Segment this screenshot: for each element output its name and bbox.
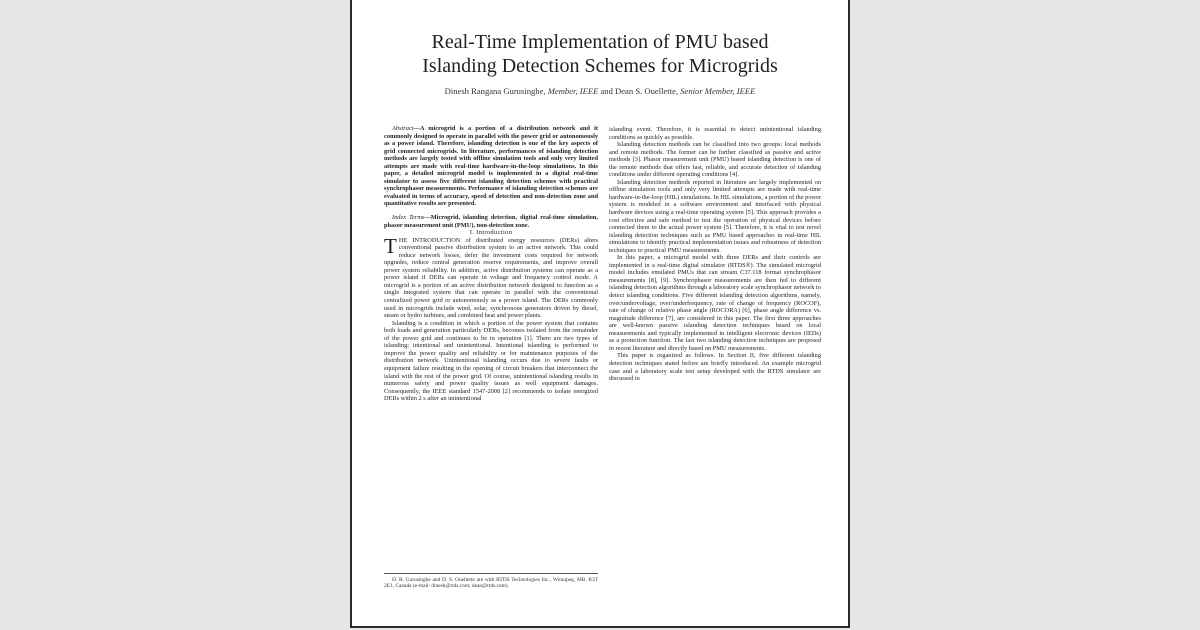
author-1-role: Member, IEEE	[547, 86, 599, 96]
index-terms	[384, 214, 598, 229]
title-line-1: Real-Time Implementation of PMU based	[431, 31, 769, 53]
footnote-text: D. R. Gurusinghe and D. S. Ouellette are with RTDS Technologies Inc., Winnipeg, MB, R3T 2E1, Canada (e-mail: dinesh@rtds.com; dean@rtds.com).	[384, 577, 598, 590]
right-column	[609, 126, 821, 383]
right-paragraph-2: Islanding detection methods reported in literature are largely implemented on offline simulation tools and only very limited attempts are made with real-time hardware-in-the-loop (HIL) simulations. In HIL simulations, a portion of the power system is modeled in a software environment and interfaced with physical hardware devices using a real-time operating system [5]. This approach provides a cost effective and safe method to test the operation of physical devices before connected them to the actual power system [5]. Therefore, it is vital to test novel islanding detection techniques such as PMU based approaches in real-time HIL simulations to identify practical implementation issues and robustness of detection techniques to practical PMU measurements.	[609, 178, 821, 254]
left-column	[384, 125, 598, 403]
abstract-label: Abstract	[392, 125, 414, 132]
section-heading-introduction: I. Introduction	[469, 229, 513, 237]
paper-page	[350, 0, 850, 628]
author-2-role: Senior Member, IEEE	[680, 86, 756, 96]
intro-paragraph-2: Islanding is a condition in which a portion of the power system that contains both loads and generation particularly DERs, becomes isolated from the remainder of the power grid and continues to be in operation [1]. There are two types of islanding; intentional and unintentional. Intentional islanding is performed to improve the power quality and reliability or for maintenance purposes of the distribution network. Unintentional islanding occurs due to severe faults or equipment failure resulting in the opening of circuit breakers that interconnect the island with the rest of the power grid. Of course, unintentional islanding results in numerous safety and power quality issues as well equipment damages. Consequently, the IEEE standard 1547-2008 [2] recommends to isolate energized DERs within 2 s after an unintentional	[384, 319, 598, 403]
index-terms-label: Index Terms	[392, 214, 425, 222]
right-paragraph-4: This paper is organized as follows. In Section II, five different islanding detection techniques stated before are briefly introduced. An example microgrid case and a laboratory scale test setup developed with the RTDS simulator are discussed in	[609, 352, 821, 383]
paper-title	[352, 30, 848, 78]
abstract	[384, 125, 598, 208]
right-paragraph-1: Islanding detection methods can be classified into two groups: local methods and remote methods. The former can be further classified as passive and active methods [3]. Phasor measurement unit (PMU) based islanding detection is one of the remote methods that offers fast, reliable, and accurate detection of islanding conditions under different operating conditions [4].	[609, 141, 821, 179]
intro-paragraph-1-text: HE INTRODUCTION of distributed energy resources (DERs) alters conventional passive distribution system to an active network. This could reduce network losses, defer the investment costs required for network upgrades, reduce central generation reserve requirements, and improve overall power system reliability. In addition, active distribution systems can operate as a power island if DERs can operate in voltage and frequency control mode. A microgrid is a portion of an active distribution network designed to function as a single integrated system that can operate in parallel with the conventional centralized power grid or autonomously as a power island. The DERs commonly used in microgrids include wind, solar, synchronous generators driven by diesel, steam or hydro turbines, and combined heat and power plants.	[384, 236, 598, 320]
abstract-text: —A microgrid is a portion of a distribution network and it commonly designed to operate in parallel with the power grid or autonomously as a power island. Therefore, islanding detection is one of the key aspects of grid connected microgrids. In literature, performances of islanding detection methods are largely tested with offline simulation tools and only very limited attempts are made with real-time hardware-in-the-loop simulations. In this paper, a detailed microgrid model is implemented in a digital real-time simulator to assess five different islanding detection schemes with practical synchrophasor measurements. Performance of islanding detection schemes are evaluated in terms of accuracy, speed of detection and non-detection zone and quantitative results are presented.	[384, 125, 598, 208]
author-1: Dinesh Rangana Gurusinghe,	[444, 86, 546, 96]
author-joiner: and Dean S. Ouellette,	[600, 86, 679, 96]
author-line	[352, 86, 848, 96]
footnote	[384, 573, 598, 590]
index-terms-text: —Microgrid, islanding detection, digital real-time simulation, phasor measurement unit (PMU), non-detection zone.	[384, 214, 598, 229]
right-paragraph-3: In this paper, a microgrid model with three DERs and their controls are implemented in a real-time digital simulator (RTDS®). The simulated microgrid model includes emulated PMUs that can stream C37.118 format synchrophasor measurements [8], [9]. Synchrophasor measurements are then fed to different islanding detection algorithms through a laboratory scale synchrophasor network to detect islanding conditions. Five different islanding detection algorithms, namely, over/undervoltage, over/underfrequency, rate of change of frequency (ROCOF), rate of change of relative phase angle (ROCORA) [6], phase angle difference vs. magnitude difference [7], are considered in this paper. The first three approaches are well-known passive islanding detection techniques based on local measurements and typically implemented in intelligent electronic devices (IEDs) as a protection function. The last two islanding detection techniques are proposed in recent literature and directly based on PMU measurements.	[609, 254, 821, 352]
right-paragraph-0: islanding event. Therefore, it is essential to detect unintentional islanding conditions as quickly as possible.	[609, 126, 821, 141]
title-line-2: Islanding Detection Schemes for Microgrids	[422, 55, 778, 77]
drop-cap: T	[384, 233, 397, 258]
